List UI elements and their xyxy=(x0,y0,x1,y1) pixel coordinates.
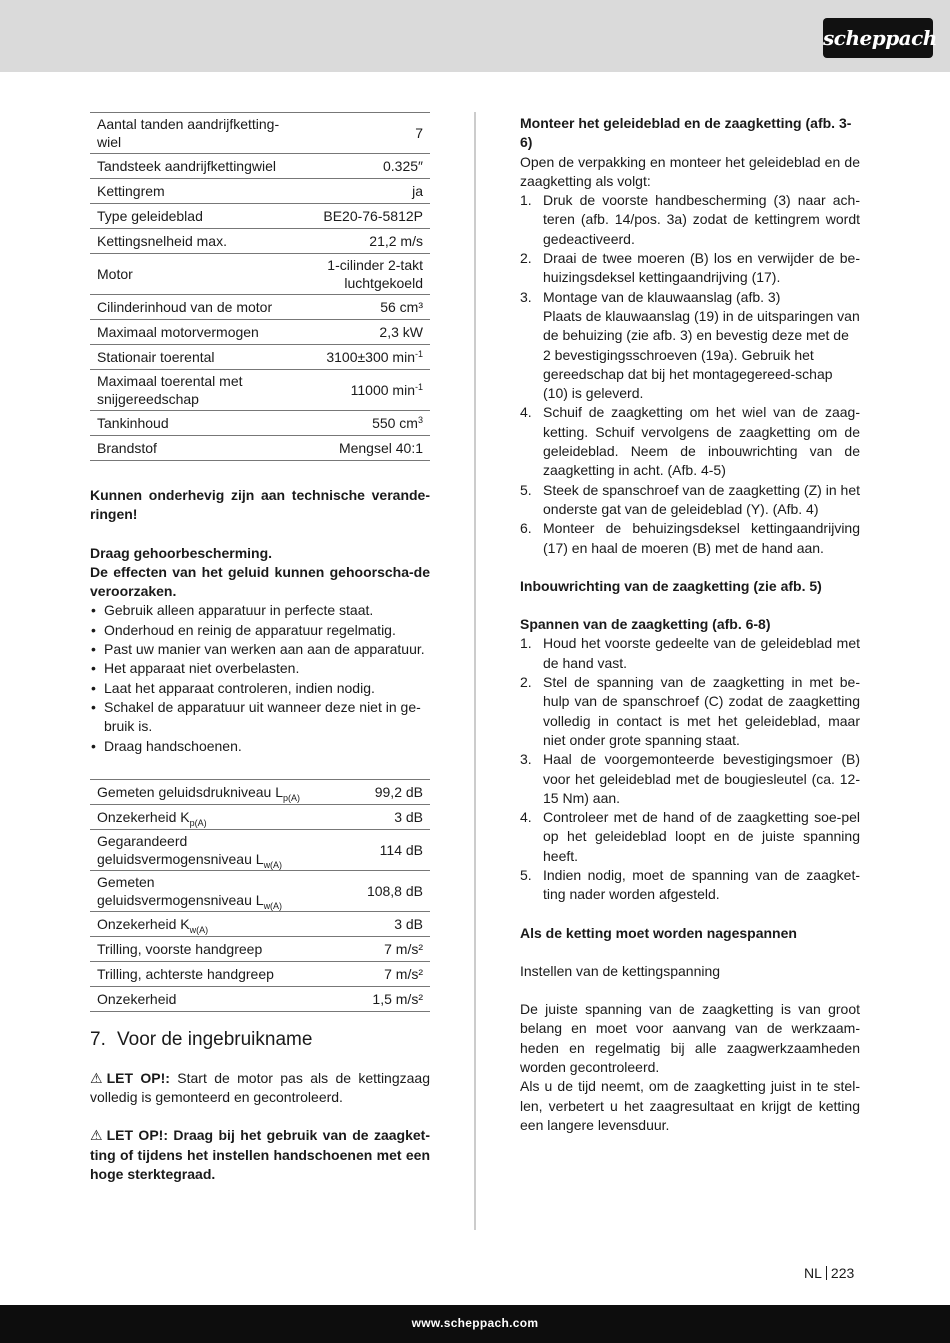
list-item xyxy=(520,673,860,750)
spec-value-text: 1-cilinder 2-takt luchtgekoeld xyxy=(327,257,423,291)
step-text: Houd het voorste gedeelte van de geleideblad met de hand vast. xyxy=(543,635,860,671)
table-row xyxy=(90,870,430,911)
tension-paragraph-1: De juiste spanning van de zaagketting is van groot belang en moet voor aanvang van de werkzaam-heden en regelmatig bij alle zaagwerkzaamheden worden gecontroleerd. xyxy=(520,1001,860,1076)
spec-label xyxy=(90,113,309,154)
step-text: Haal de voorgemonteerde bevestigingsmoer (B) voor het geleideblad met de bougiesleutel (ca. 12-15 Nm) aan. xyxy=(543,751,860,806)
table-row xyxy=(90,345,430,370)
spec-label xyxy=(90,229,309,254)
spec-value-text: ja xyxy=(412,183,423,199)
table-row xyxy=(90,154,430,179)
step-text: Schuif de zaagketting om het wiel van de zaag-ketting. Schuif vervolgens de zaagketting om de geleideblad. Neem de inbouwrichting van de zaagketting in acht. (Afb. 4-5) xyxy=(543,404,860,479)
spec-label xyxy=(90,254,309,295)
spec-value-text: 3 dB xyxy=(394,808,423,825)
language-code: NL xyxy=(804,1265,822,1281)
spec-label xyxy=(90,411,309,436)
column-divider xyxy=(474,112,476,1230)
table-row xyxy=(90,961,430,986)
warning-label: LET OP!: xyxy=(106,1069,170,1086)
table-row xyxy=(90,295,430,320)
spec-value-text: 99,2 dB xyxy=(374,783,423,800)
spec-label-text: Trilling, voorste handgreep xyxy=(97,940,263,957)
list-item xyxy=(520,808,860,866)
spec-value xyxy=(309,961,430,986)
spec-label-subscript: w(A) xyxy=(263,900,283,911)
spec-label xyxy=(90,320,309,345)
spec-value xyxy=(309,204,430,229)
spec-label xyxy=(90,870,309,911)
right-column xyxy=(520,114,860,1135)
section-number: 7. xyxy=(90,1028,106,1050)
list-item xyxy=(520,403,860,480)
spec-label-text: Brandstof xyxy=(97,440,157,456)
list-item: • Past uw manier van werken aan aan de apparatuur. xyxy=(90,640,430,659)
spec-label xyxy=(90,436,309,461)
list-item xyxy=(520,191,860,249)
step-number: 1. xyxy=(520,635,532,652)
spec-value-superscript: 3 xyxy=(417,415,423,425)
left-column xyxy=(90,112,430,1184)
list-item: • Onderhoud en reinig de apparatuur regelmatig. xyxy=(90,621,430,640)
list-item xyxy=(520,866,860,905)
spec-label-text: Cilinderinhoud van de motor xyxy=(97,299,273,315)
step-text: Monteer de behuizingsdeksel kettingaandrijving (17) en haal de moeren (B) met de hand aan. xyxy=(543,520,860,556)
step-number: 4. xyxy=(520,404,532,421)
warning-paragraph-2 xyxy=(90,1126,430,1184)
spec-value-text: 108,8 dB xyxy=(366,882,423,899)
spec-label-text: Kettingrem xyxy=(97,183,165,199)
spec-value xyxy=(309,804,430,829)
spec-value xyxy=(309,829,430,870)
spec-label-text: Gegarandeerd geluidsvermogensniveau L xyxy=(97,832,264,867)
spec-value xyxy=(309,986,430,1011)
spec-label-text: Motor xyxy=(97,266,133,282)
spec-label-text: Type geleideblad xyxy=(97,208,203,224)
step-number: 3. xyxy=(520,288,532,305)
table-row xyxy=(90,779,430,804)
spec-value-superscript: -1 xyxy=(414,382,423,392)
spec-value-text: 550 cm xyxy=(372,415,418,431)
mount-heading: Monteer het geleideblad en de zaagketting (afb. 3-6) xyxy=(520,115,852,151)
chain-tension-subheading: Instellen van de kettingspanning xyxy=(520,962,721,979)
spec-label xyxy=(90,154,309,179)
table-row xyxy=(90,179,430,204)
spec-value xyxy=(309,179,430,204)
spec-label xyxy=(90,804,309,829)
spec-label xyxy=(90,961,309,986)
page-number xyxy=(804,1264,854,1283)
spec-label xyxy=(90,204,309,229)
spec-value xyxy=(309,295,430,320)
step-number: 2. xyxy=(520,250,532,267)
list-item: • Laat het apparaat controleren, indien nodig. xyxy=(90,679,430,698)
spec-value-text: 0.325″ xyxy=(383,158,423,174)
list-item xyxy=(520,750,860,808)
spec-value xyxy=(309,113,430,154)
table-row xyxy=(90,229,430,254)
spec-value xyxy=(309,411,430,436)
table-row xyxy=(90,320,430,345)
warning-text: Start de motor pas als de kettingzaag volledig is gemonteerd en gecontroleerd. xyxy=(90,1069,430,1106)
spec-value-text: 114 dB xyxy=(379,841,423,858)
spec-label-text: Maximaal motorvermogen xyxy=(97,324,259,340)
spec-value-text: 2,3 kW xyxy=(379,324,423,340)
tension-paragraph-2: Als u de tijd neemt, om de zaagketting juist in te stel-len, verbetert u het zaagresultaat en krijgt de ketting een langere levensduur. xyxy=(520,1078,860,1133)
noise-vibration-table xyxy=(90,779,430,1012)
spec-label xyxy=(90,829,309,870)
table-row xyxy=(90,804,430,829)
spec-label-text: Gemeten geluidsdrukniveau L xyxy=(97,783,284,800)
spec-label xyxy=(90,986,309,1011)
spec-value-text: 3100±300 min xyxy=(326,349,415,365)
spec-label xyxy=(90,911,309,936)
warning-triangle-icon: ⚠ xyxy=(90,1069,103,1086)
list-item xyxy=(520,249,860,288)
section-title: Voor de ingebruikname xyxy=(117,1028,313,1050)
spec-label-text: Kettingsnelheid max. xyxy=(97,233,227,249)
step-detail: Plaats de klauwaanslag (19) in de uitsparingen van de behuizing (zie afb. 3) en bevestig deze met de 2 bevestigingsschroeven (19a). Gebruik het gereedschap dat bij het montagegereed-schap (10) is geleverd. xyxy=(543,307,860,402)
warning-text: Draag bij het gebruik van de zaagket-ting of tijdens het instellen handschoenen met een hoge sterktegraad. xyxy=(90,1127,430,1183)
spec-label-text: Onzekerheid xyxy=(97,990,177,1007)
step-number: 5. xyxy=(520,481,532,498)
spec-label xyxy=(90,936,309,961)
table-row xyxy=(90,411,430,436)
page-number-value: 223 xyxy=(830,1265,855,1281)
spec-value xyxy=(309,229,430,254)
section-heading xyxy=(90,1028,430,1052)
warning-paragraph-1 xyxy=(90,1069,430,1108)
step-text: Druk de voorste handbescherming (3) naar ach-teren (afb. 14/pos. 3a) zodat de kettingrem wordt gedeactiveerd. xyxy=(543,192,860,247)
list-item: • Draag handschoenen. xyxy=(90,737,430,756)
spec-value xyxy=(309,154,430,179)
spec-label xyxy=(90,345,309,370)
retension-heading: Als de ketting moet worden nagespannen xyxy=(520,924,797,941)
list-item: • Het apparaat niet overbelasten. xyxy=(90,659,430,678)
spec-value-text: BE20-76-5812P xyxy=(323,208,423,224)
tension-heading: Spannen van de zaagketting (afb. 6-8) xyxy=(520,616,771,633)
spec-value xyxy=(309,345,430,370)
step-number: 2. xyxy=(520,674,532,691)
table-row xyxy=(90,204,430,229)
warning-triangle-icon: ⚠ xyxy=(90,1127,103,1144)
spec-label-text: Aantal tanden aandrijfketting-wiel xyxy=(97,116,280,150)
spec-label-text: Stationair toerental xyxy=(97,349,215,365)
page-separator xyxy=(826,1266,827,1280)
hearing-damage-warning: De effecten van het geluid kunnen gehoorscha-de veroorzaken. xyxy=(90,563,430,600)
list-item: • Gebruik alleen apparatuur in perfecte staat. xyxy=(90,601,430,620)
spec-value xyxy=(309,370,430,411)
step-text: Controleer met de hand of de zaagketting soe-pel op het geleideblad loopt en de juiste spanning heeft. xyxy=(543,809,860,864)
spec-value-superscript: -1 xyxy=(414,349,423,359)
header-bar xyxy=(0,0,950,72)
spec-label xyxy=(90,295,309,320)
spec-label-text: Onzekerheid K xyxy=(97,808,190,825)
table-row xyxy=(90,936,430,961)
list-item: • Schakel de apparatuur uit wanneer deze niet in ge-bruik is. xyxy=(90,698,430,737)
spec-label-subscript: w(A) xyxy=(189,924,209,935)
spec-value-text: 7 xyxy=(415,125,423,141)
table-row xyxy=(90,436,430,461)
spec-label-text: Trilling, achterste handgreep xyxy=(97,965,274,982)
spec-value xyxy=(309,779,430,804)
spec-value-text: 21,2 m/s xyxy=(369,233,423,249)
spec-label-text: Tandsteek aandrijfkettingwiel xyxy=(97,158,276,174)
spec-value xyxy=(309,320,430,345)
step-number: 1. xyxy=(520,192,532,209)
spec-label-subscript: p(A) xyxy=(283,792,301,803)
spec-label xyxy=(90,779,309,804)
step-text: Draai de twee moeren (B) los en verwijder de be-huizingsdeksel kettingaandrijving (17). xyxy=(543,250,860,286)
step-number: 4. xyxy=(520,809,532,826)
spec-value-text: 1,5 m/s² xyxy=(372,990,423,1007)
warning-label: LET OP!: xyxy=(106,1127,168,1144)
spec-label-subscript: p(A) xyxy=(189,817,207,828)
mount-steps-list xyxy=(520,191,860,558)
table-row xyxy=(90,113,430,154)
spec-value xyxy=(309,254,430,295)
list-item xyxy=(520,481,860,520)
technical-change-note: Kunnen onderhevig zijn aan technische verande-ringen! xyxy=(90,487,430,523)
list-item xyxy=(520,519,860,558)
step-number: 6. xyxy=(520,520,532,537)
list-item xyxy=(520,288,860,404)
step-number: 5. xyxy=(520,866,532,883)
footer-bar xyxy=(0,1305,950,1343)
step-number: 3. xyxy=(520,751,532,768)
website-link[interactable]: www.scheppach.com xyxy=(411,1316,539,1330)
table-row xyxy=(90,370,430,411)
spec-value xyxy=(309,436,430,461)
spec-label-text: Maximaal toerental met snijgereedschap xyxy=(97,373,243,407)
hearing-protection-title: Draag gehoorbescherming. xyxy=(90,544,273,561)
spec-value-text: 7 m/s² xyxy=(384,940,423,957)
direction-heading: Inbouwrichting van de zaagketting (zie afb. 5) xyxy=(520,577,822,594)
spec-value xyxy=(309,911,430,936)
table-row xyxy=(90,254,430,295)
technical-data-table xyxy=(90,112,430,461)
spec-value-text: 11000 min xyxy=(350,382,415,398)
step-text: Steek de spanschroef van de zaagketting (Z) in het onderste gat van de geleideblad (Y). (Afb. 4) xyxy=(543,481,860,517)
spec-label-text: Onzekerheid K xyxy=(97,915,190,932)
spec-value-text: 7 m/s² xyxy=(384,965,423,982)
brand-logo: scheppach xyxy=(823,18,933,58)
spec-label-text: Tankinhoud xyxy=(97,415,169,431)
tension-steps-list xyxy=(520,634,860,904)
spec-label xyxy=(90,370,309,411)
spec-value-text: 56 cm³ xyxy=(380,299,423,315)
spec-label-text: Gemeten geluidsvermogensniveau L xyxy=(97,873,264,908)
safety-bullet-list xyxy=(90,601,430,755)
spec-label xyxy=(90,179,309,204)
spec-value xyxy=(309,870,430,911)
spec-value-text: Mengsel 40:1 xyxy=(338,440,423,456)
table-row xyxy=(90,986,430,1011)
spec-value-text: 3 dB xyxy=(394,915,423,932)
step-text: Montage van de klauwaanslag (afb. 3) xyxy=(543,288,781,305)
table-row xyxy=(90,829,430,870)
table-row xyxy=(90,911,430,936)
mount-intro: Open de verpakking en monteer het geleideblad en de zaagketting als volgt: xyxy=(520,153,860,189)
list-item xyxy=(520,634,860,673)
spec-label-subscript: w(A) xyxy=(263,859,283,870)
step-text: Stel de spanning van de zaagketting in met be-hulp van de spanschroef (C) zodat de zaagketting volledig in contact is met het geleideblad, maar niet onder grote spanning staat. xyxy=(543,674,860,748)
spec-value xyxy=(309,936,430,961)
step-text: Indien nodig, moet de spanning van de zaagket-ting nader worden afgesteld. xyxy=(543,866,860,903)
